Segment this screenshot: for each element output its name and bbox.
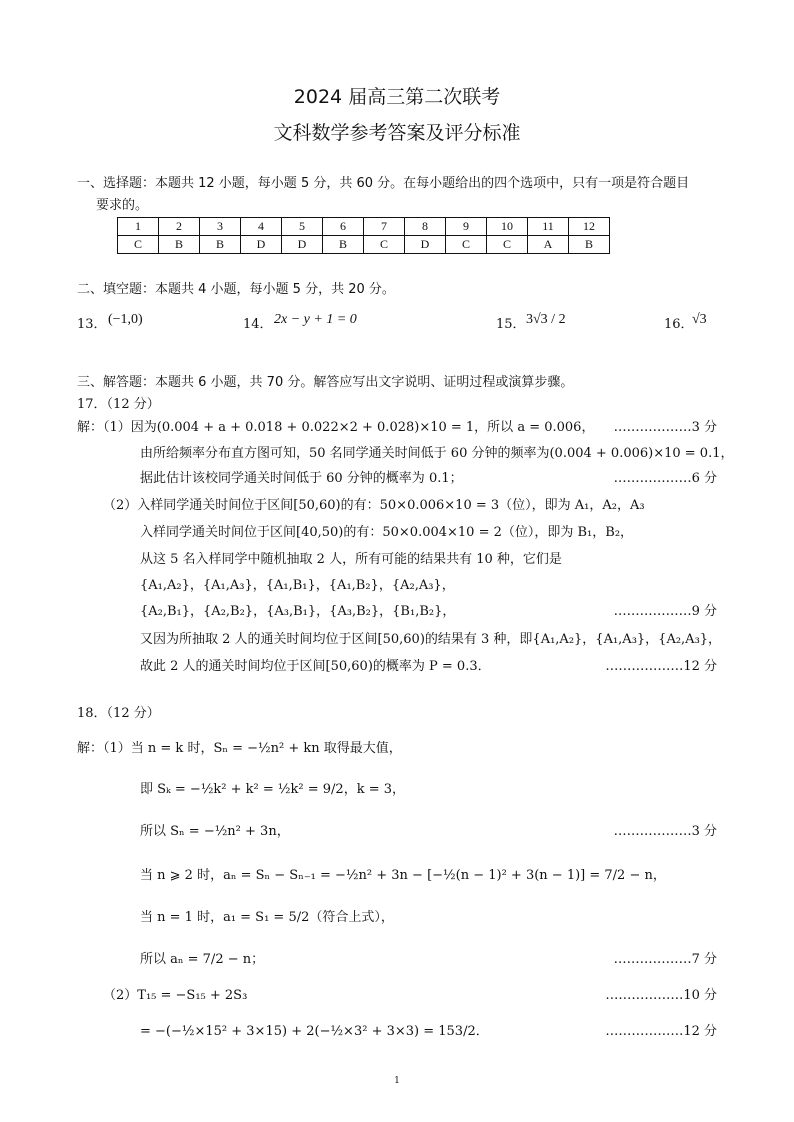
answer-cell: C: [487, 236, 528, 254]
q18-score-3: ………………3 分: [613, 824, 717, 839]
q18-line-8: = −(−½×15² + 3×15) + 2(−½×3² + 3×3) = 153/2．: [140, 1024, 489, 1039]
qnum-cell: 2: [159, 218, 200, 236]
fill-14-number: 14．: [243, 317, 273, 332]
q17-title: 17．（12 分）: [77, 397, 160, 412]
fill-15-answer: 3√3 / 2: [526, 312, 566, 327]
qnum-cell: 6: [323, 218, 364, 236]
q17-line-3: 据此估计该校同学通关时间低于 60 分钟的概率为 0.1；: [140, 471, 463, 486]
q18-title: 18．（12 分）: [77, 706, 160, 721]
answer-cell: B: [569, 236, 610, 254]
q17-line-8: {A₂,B₁}，{A₂,B₂}，{A₃,B₁}，{A₃,B₂}，{B₁,B₂}，: [140, 604, 456, 619]
section1-heading-cont: 要求的。: [96, 198, 149, 213]
q18-line-3: 所以 Sₙ = −½n² + 3n，: [140, 824, 290, 839]
q17-line-4: （2）入样同学通关时间位于区间[50,60)的有：50×0.006×10 = 3（位），即为 A₁，A₂，A₃: [103, 498, 645, 513]
qnum-cell: 8: [405, 218, 446, 236]
answer-cell: A: [528, 236, 569, 254]
fill-16-number: 16．: [664, 317, 694, 332]
q18-line-1: 解：（1）当 n = k 时，Sₙ = −½n² + kn 取得最大值，: [77, 741, 402, 756]
answer-cell: C: [364, 236, 405, 254]
qnum-cell: 7: [364, 218, 405, 236]
q17-line-2: 由所给频率分布直方图可知，50 名同学通关时间低于 60 分钟的频率为(0.004 + 0.006)×10 = 0.1，: [140, 446, 734, 461]
fill-16-answer: √3: [692, 312, 707, 327]
answer-cell: D: [405, 236, 446, 254]
q18-score-10: ………………10 分: [605, 988, 717, 1003]
section1-heading: 一、选择题：本题共 12 小题，每小题 5 分，共 60 分。在每小题给出的四个选项中，只有一项是符合题目: [77, 176, 690, 191]
section3-heading: 三、解答题：本题共 6 小题，共 70 分。解答应写出文字说明、证明过程或演算步骤。: [77, 375, 574, 390]
qnum-cell: 12: [569, 218, 610, 236]
q17-score-3: ………………3 分: [613, 420, 717, 435]
q18-score-7: ………………7 分: [613, 952, 717, 967]
qnum-cell: 9: [446, 218, 487, 236]
section2-heading: 二、填空题：本题共 4 小题，每小题 5 分，共 20 分。: [77, 282, 395, 297]
qnum-cell: 1: [118, 218, 159, 236]
fill-13-answer: (−1,0): [108, 312, 143, 327]
qnum-cell: 3: [200, 218, 241, 236]
answer-cell: C: [446, 236, 487, 254]
page-number: 1: [394, 1076, 400, 1086]
q17-line-10: 故此 2 人的通关时间均位于区间[50,60)的概率为 P = 0.3．: [140, 659, 491, 674]
qnum-cell: 4: [241, 218, 282, 236]
answer-cell: B: [323, 236, 364, 254]
q17-score-6: ………………6 分: [613, 471, 717, 486]
q17-score-12: ………………12 分: [605, 659, 717, 674]
q18-line-7: （2）T₁₅ = −S₁₅ + 2S₃: [103, 988, 248, 1003]
q17-line-6: 从这 5 名入样同学中随机抽取 2 人，所有可能的结果共有 10 种，它们是: [140, 552, 562, 567]
title-line-2: 文科数学参考答案及评分标准: [273, 122, 521, 144]
qnum-cell: 10: [487, 218, 528, 236]
q17-score-9: ………………9 分: [613, 604, 717, 619]
fill-15-number: 15．: [496, 317, 526, 332]
answer-cell: D: [241, 236, 282, 254]
q18-line-2: 即 Sₖ = −½k² + k² = ½k² = 9/2，k = 3，: [140, 782, 405, 797]
answer-cell: B: [200, 236, 241, 254]
answer-table-numbers: [118, 218, 610, 236]
q18-line-6: 所以 aₙ = 7/2 − n；: [140, 952, 265, 967]
q17-line-5: 入样同学通关时间位于区间[40,50)的有：50×0.004×10 = 2（位），即为 B₁，B₂，: [140, 525, 634, 540]
answer-table-answers: [118, 236, 610, 254]
answer-table: [117, 217, 610, 254]
answer-cell: D: [282, 236, 323, 254]
qnum-cell: 5: [282, 218, 323, 236]
fill-13-number: 13．: [77, 317, 107, 332]
q18-score-12: ………………12 分: [605, 1024, 717, 1039]
fill-14-answer: 2x − y + 1 = 0: [274, 312, 357, 327]
q18-line-5: 当 n = 1 时，a₁ = S₁ = 5/2（符合上式），: [140, 910, 394, 925]
q17-line-9: 又因为所抽取 2 人的通关时间均位于区间[50,60)的结果有 3 种，即{A₁,A₂}，{A₁,A₃}，{A₂,A₃}，: [140, 632, 722, 647]
q17-line-7: {A₁,A₂}，{A₁,A₃}，{A₁,B₁}，{A₁,B₂}，{A₂,A₃}，: [140, 578, 455, 593]
qnum-cell: 11: [528, 218, 569, 236]
title-line-1: 2024 届高三第二次联考: [293, 86, 501, 108]
q18-line-4: 当 n ⩾ 2 时，aₙ = Sₙ − Sₙ₋₁ = −½n² + 3n − [−½(n − 1)² + 3(n − 1)] = 7/2 − n，: [140, 868, 666, 883]
answer-cell: B: [159, 236, 200, 254]
answer-cell: C: [118, 236, 159, 254]
q17-line-1: 解：（1）因为(0.004 + a + 0.018 + 0.022×2 + 0.028)×10 = 1，所以 a = 0.006，: [77, 420, 595, 435]
